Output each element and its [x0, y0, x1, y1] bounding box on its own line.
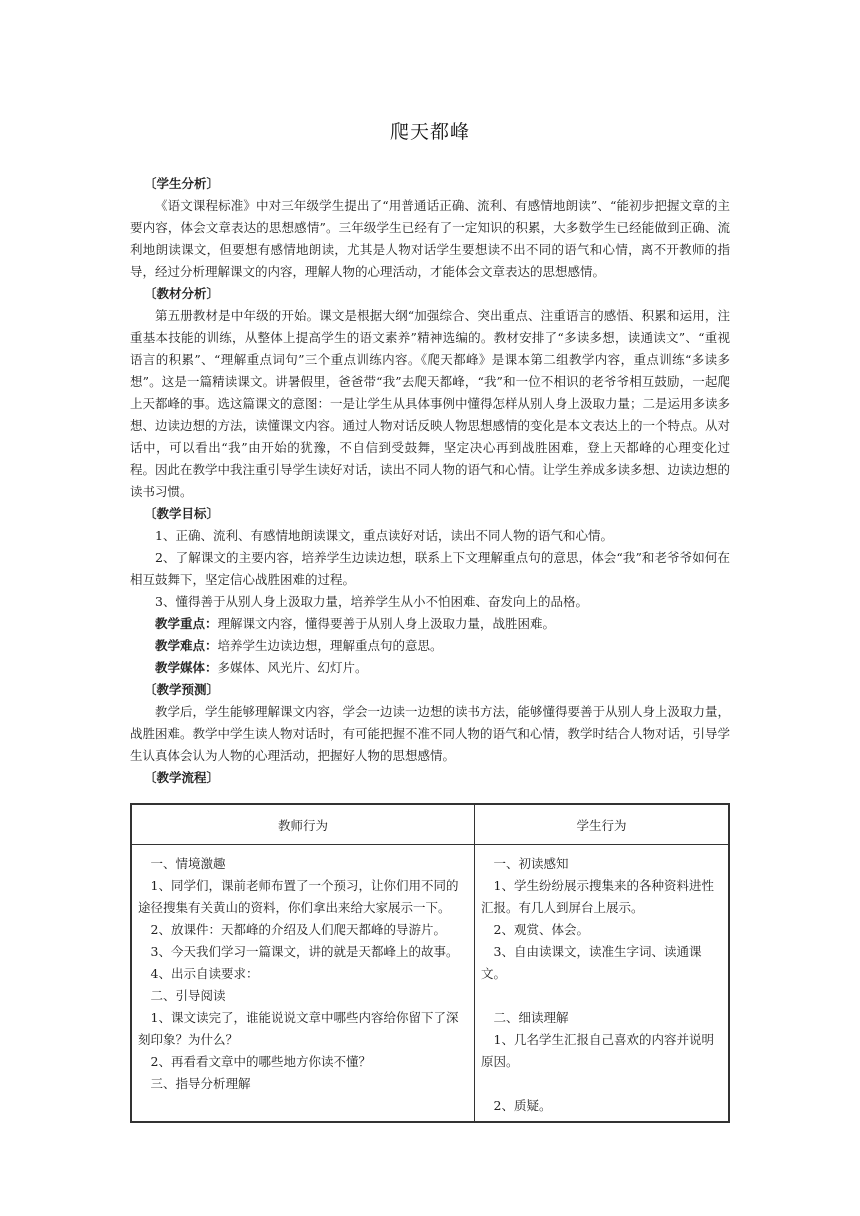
section-heading-material: 〔教材分析〕 [144, 286, 220, 301]
section-heading-student: 〔学生分析〕 [144, 176, 220, 191]
spacer [481, 985, 722, 1007]
difficult-point [130, 635, 730, 657]
student-action: 1、学生纷纷展示搜集来的各种资料进性汇报。有几人到屏台上展示。 [481, 878, 714, 915]
student-actions-cell [475, 845, 730, 1123]
teacher-action: 一、情境激趣 [150, 856, 226, 871]
key-point-label: 教学重点： [155, 616, 218, 631]
teacher-column-header: 教师行为 [131, 804, 475, 845]
student-action: 1、几名学生汇报自己喜欢的内容并说明原因。 [481, 1032, 714, 1069]
teaching-media [130, 657, 730, 679]
teacher-actions-cell [131, 845, 475, 1123]
teacher-action: 1、同学们，课前老师布置了一个预习，让你们用不同的途径搜集有关黄山的资料，你们拿出来给大家展示一下。 [138, 878, 459, 915]
section-heading-forecast: 〔教学预测〕 [144, 682, 220, 697]
document-body [130, 173, 730, 789]
table-row [131, 845, 729, 1123]
student-action: 2、观赏、体会。 [493, 922, 589, 937]
teacher-action: 1、课文读完了，谁能说说文章中哪些内容给你留下了深刻印象？为什么？ [138, 1010, 459, 1047]
goal-item: 3、懂得善于从别人身上汲取力量，培养学生从小不怕困难、奋发向上的品格。 [155, 594, 588, 609]
teaching-media-text: 多媒体、风光片、幻灯片。 [217, 660, 368, 675]
table-header-row [131, 804, 729, 845]
student-action: 3、自由读课文，读准生字词、读通课文。 [481, 944, 702, 981]
goal-item: 1、正确、流利、有感情地朗读课文，重点读好对话，读出不同人物的语气和心情。 [155, 528, 613, 543]
teacher-action: 2、放课件：天都峰的介绍及人们爬天都峰的导游片。 [150, 922, 446, 937]
page-title: 爬天都峰 [389, 121, 470, 143]
spacer [481, 1073, 722, 1095]
key-point [130, 613, 730, 635]
material-analysis-text: 第五册教材是中年级的开始。课文是根据大纲“加强综合、突出重点、注重语言的感悟、积累和运用，注重基本技能的训练，从整体上提高学生的语文素养”精神选编的。教材安排了“多读多想，读通读文”、“重视语言的积累”、“理解重点词句”三个重点训练内容。《爬天都峰》是课本第二组教学内容，重点训练“多读多想”。这是一篇精读课文。讲暑假里，爸爸带“我”去爬天都峰，“我”和一位不相识的老爷爷相互鼓励，一起爬上天都峰的事。选这篇课文的意图：一是让学生从具体事例中懂得怎样从别人身上汲取力量；二是运用多读多想、边读边想的方法，读懂课文内容。通过人物对话反映人物思想感情的变化是本文表达上的一个特点。从对话中，可以看出“我”由开始的犹豫，不自信到受鼓舞，坚定决心再到战胜困难，登上天都峰的心理变化过程。因此在教学中我注重引导学生读好对话，读出不同人物的语气和心情。让学生养成多读多想、边读边想的读书习惯。 [130, 308, 731, 499]
teacher-action: 3、今天我们学习一篇课文，讲的就是天都峰上的故事。 [150, 944, 459, 959]
forecast-text: 教学后，学生能够理解课文内容，学会一边读一边想的读书方法，能够懂得要善于从别人身上汲取力量，战胜困难。教学中学生读人物对话时，有可能把握不准不同人物的语气和心情，教学时结合人物对话，引导学生认真体会认为人物的心理活动，把握好人物的思想感情。 [130, 704, 731, 763]
student-column-header: 学生行为 [475, 804, 730, 845]
teacher-action: 三、指导分析理解 [150, 1076, 251, 1091]
teacher-action: 二、引导阅读 [150, 988, 226, 1003]
difficult-point-label: 教学难点： [155, 638, 218, 653]
teacher-action: 4、出示自读要求： [150, 966, 259, 981]
key-point-text: 理解课文内容，懂得要善于从别人身上汲取力量，战胜困难。 [217, 616, 556, 631]
student-action: 2、质疑。 [493, 1098, 552, 1113]
teaching-flow-table [130, 803, 730, 1123]
student-action: 二、细读理解 [493, 1010, 569, 1025]
goal-item: 2、了解课文的主要内容，培养学生边读边想，联系上下文理解重点句的意思，体会“我”和老爷爷如何在相互鼓舞下，坚定信心战胜困难的过程。 [130, 550, 730, 587]
section-heading-goals: 〔教学目标〕 [144, 506, 220, 521]
section-heading-flow: 〔教学流程〕 [144, 770, 220, 785]
difficult-point-text: 培养学生边读边想，理解重点句的意思。 [217, 638, 443, 653]
teaching-media-label: 教学媒体： [155, 660, 218, 675]
student-action: 一、初读感知 [493, 856, 569, 871]
teacher-action: 2、再看看文章中的哪些地方你读不懂？ [150, 1054, 371, 1069]
student-analysis-text: 《语文课程标准》中对三年级学生提出了“用普通话正确、流利、有感情地朗读”、“能初步把握文章的主要内容，体会文章表达的思想感情”。三年级学生已经有了一定知识的积累，大多数学生已经能做到正确、流利地朗读课文，但要想有感情地朗读，尤其是人物对话学生要想读不出不同的语气和心情，离不开教师的指导，经过分析理解课文的内容，理解人物的心理活动，才能体会文章表达的思想感情。 [130, 198, 730, 279]
